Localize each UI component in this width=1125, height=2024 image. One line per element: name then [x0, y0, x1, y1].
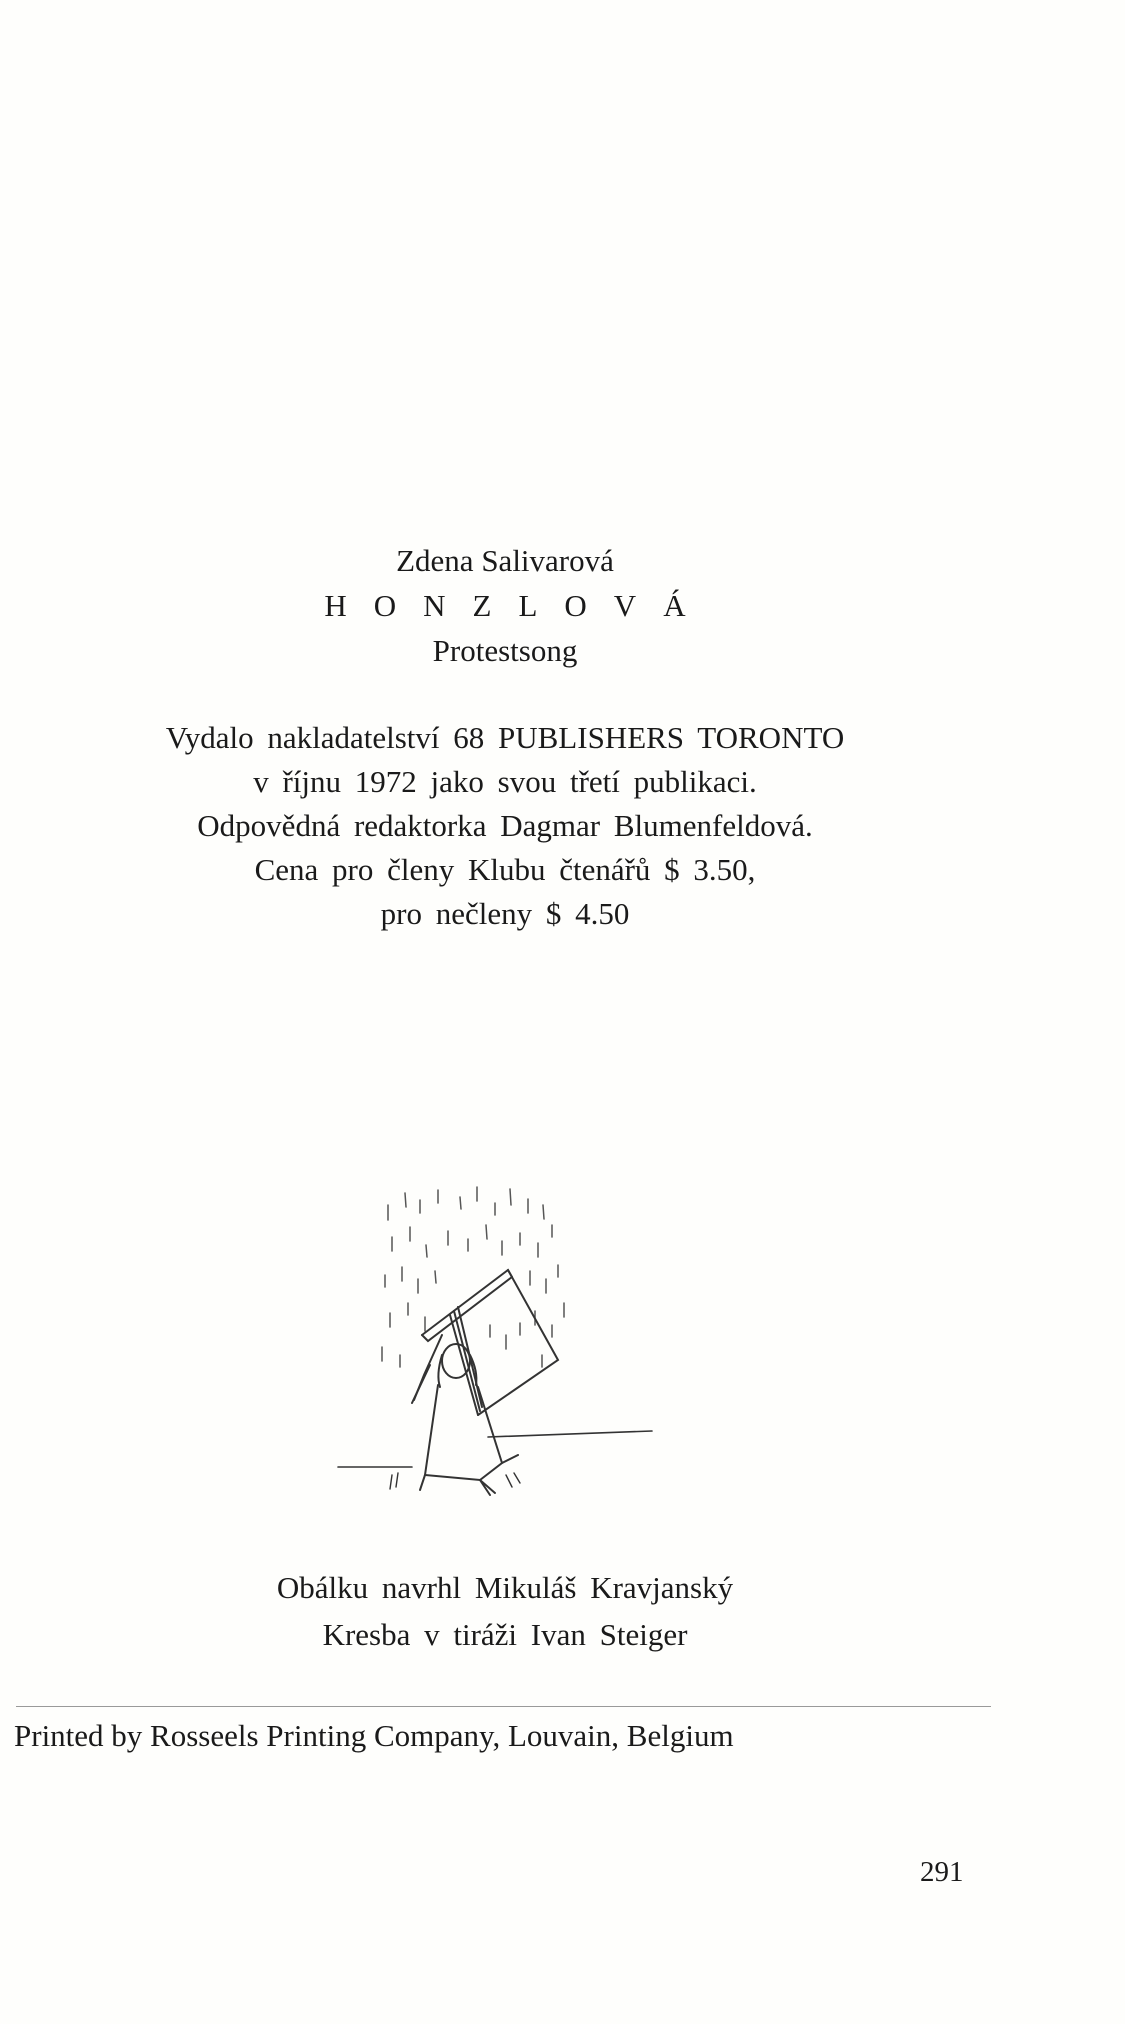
publication-details: [0, 716, 1010, 936]
book-title-block: [0, 538, 1010, 673]
colophon-line: Cena pro členy Klubu čtenářů $ 3.50,: [254, 852, 756, 887]
colophon-line: Vydalo nakladatelství 68 PUBLISHERS TORONTO: [165, 720, 845, 755]
author-name: Zdena Salivarová: [396, 543, 614, 578]
book-subtitle: Protestsong: [432, 633, 578, 668]
colophon-line: pro nečleny $ 4.50: [380, 896, 630, 931]
drawing-credit: Kresba v tiráži Ivan Steiger: [322, 1617, 688, 1652]
credits-block: [0, 1564, 1010, 1658]
cover-credit: Obálku navrhl Mikuláš Kravjanský: [276, 1570, 734, 1605]
book-title: HONZLOVÁ: [324, 588, 713, 623]
rain-figure-with-book-drawing-icon: [330, 1175, 670, 1510]
printer-line: Printed by Rosseels Printing Company, Louvain, Belgium: [14, 1718, 734, 1753]
colophon-line: v říjnu 1972 jako svou třetí publikaci.: [253, 764, 757, 799]
divider-rule: [16, 1706, 991, 1707]
colophon-line: Odpovědná redaktorka Dagmar Blumenfeldová.: [197, 808, 813, 843]
page-number: 291: [920, 1856, 964, 1888]
